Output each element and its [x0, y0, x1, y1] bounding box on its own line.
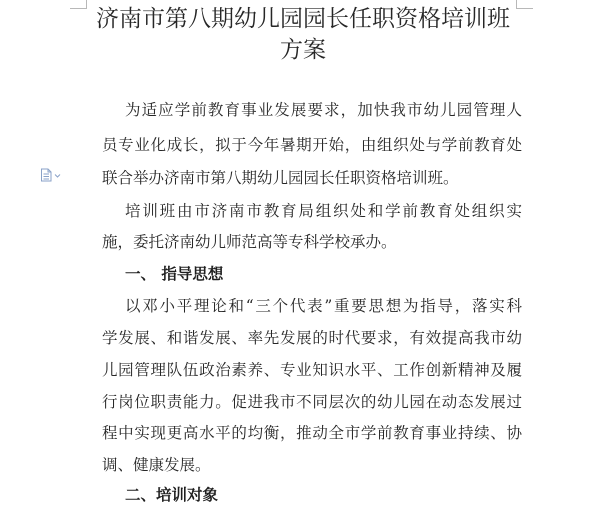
paragraph-marker[interactable] [40, 168, 62, 182]
section-1-line-6: 调、健康发展。 [102, 456, 211, 474]
section-heading-training-targets: 二、培训对象 [125, 486, 219, 504]
paragraph-1-line-3: 联合举办济南市第八期幼儿园园长任职资格培训班。 [102, 169, 459, 187]
section-heading-guiding-ideology: 一、 指导思想 [125, 265, 224, 283]
margin-corner-mark-left [70, 0, 87, 9]
document-title-line-1: 济南市第八期幼儿园园长任职资格培训班 [96, 6, 510, 32]
document-title-line-2: 方案 [280, 37, 326, 63]
section-1-line-4: 行岗位职责能力。促进我市不同层次的幼儿园在动态发展过 [102, 393, 522, 411]
paragraph-1-line-2: 员专业化成长，拟于今年暑期开始，由组织处与学前教育处 [102, 136, 522, 154]
paragraph-2-line-1: 培训班由市济南市教育局组织处和学前教育处组织实 [125, 202, 522, 220]
section-1-line-1: 以邓小平理论和“三个代表”重要思想为指导，落实科 [125, 297, 522, 315]
section-1-line-2: 学发展、和谐发展、率先发展的时代要求，有效提高我市幼 [102, 329, 522, 347]
section-1-line-5: 程中实现更高水平的均衡，推动全市学前教育事业持续、协 [102, 424, 522, 442]
document-paragraph-icon[interactable] [40, 168, 62, 182]
paragraph-1-line-1: 为适应学前教育事业发展要求，加快我市幼儿园管理人 [125, 101, 522, 119]
margin-corner-mark-right [516, 0, 533, 9]
paragraph-2-line-2: 施，委托济南幼儿师范高等专科学校承办。 [102, 233, 397, 251]
section-1-line-3: 儿园管理队伍政治素养、专业知识水平、工作创新精神及履 [102, 361, 522, 379]
